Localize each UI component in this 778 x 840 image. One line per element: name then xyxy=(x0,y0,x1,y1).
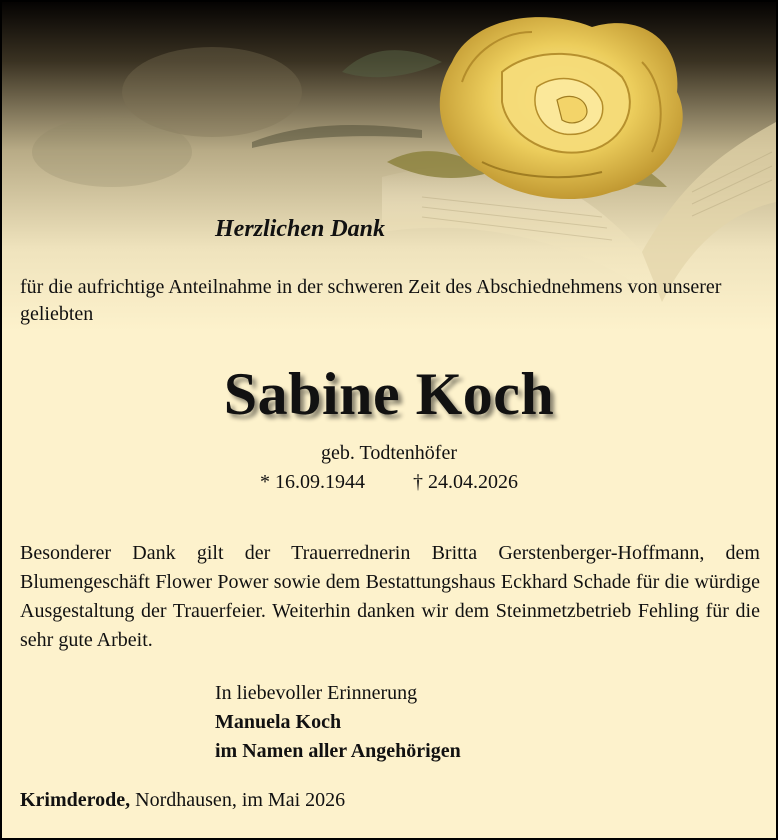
signer-note: im Namen aller Angehörigen xyxy=(215,740,461,762)
signature-block xyxy=(215,679,461,766)
closing-line: In liebevoller Erinnerung xyxy=(215,682,418,704)
death-date: † 24.04.2026 xyxy=(413,471,518,493)
signer-name: Manuela Koch xyxy=(215,711,342,733)
thanks-text: Besonderer Dank gilt der Trauerrednerin Britta Gerstenberger-Hoffmann, dem Blumengeschäft Flower Power sowie dem Bestattungshaus Eckhard Schade für die würdige Ausgestaltung der Trauerfeier. Weiterhin danken wir dem Steinmetzbetrieb Fehling für die sehr gute Arbeit. xyxy=(20,542,760,651)
intro-text: für die aufrichtige Anteilnahme in der schweren Zeit des Abschiednehmens von unserer geliebten xyxy=(20,276,722,325)
heading: Herzlichen Dank xyxy=(215,216,386,242)
place-date xyxy=(20,789,345,812)
maiden-name: geb. Todtenhöfer xyxy=(321,442,457,464)
place-town: Krimderode, xyxy=(20,789,131,811)
deceased-name: Sabine Koch xyxy=(223,361,555,427)
place-rest: Nordhausen, im Mai 2026 xyxy=(130,789,346,811)
life-dates xyxy=(2,471,776,494)
birth-date: * 16.09.1944 xyxy=(260,471,365,493)
